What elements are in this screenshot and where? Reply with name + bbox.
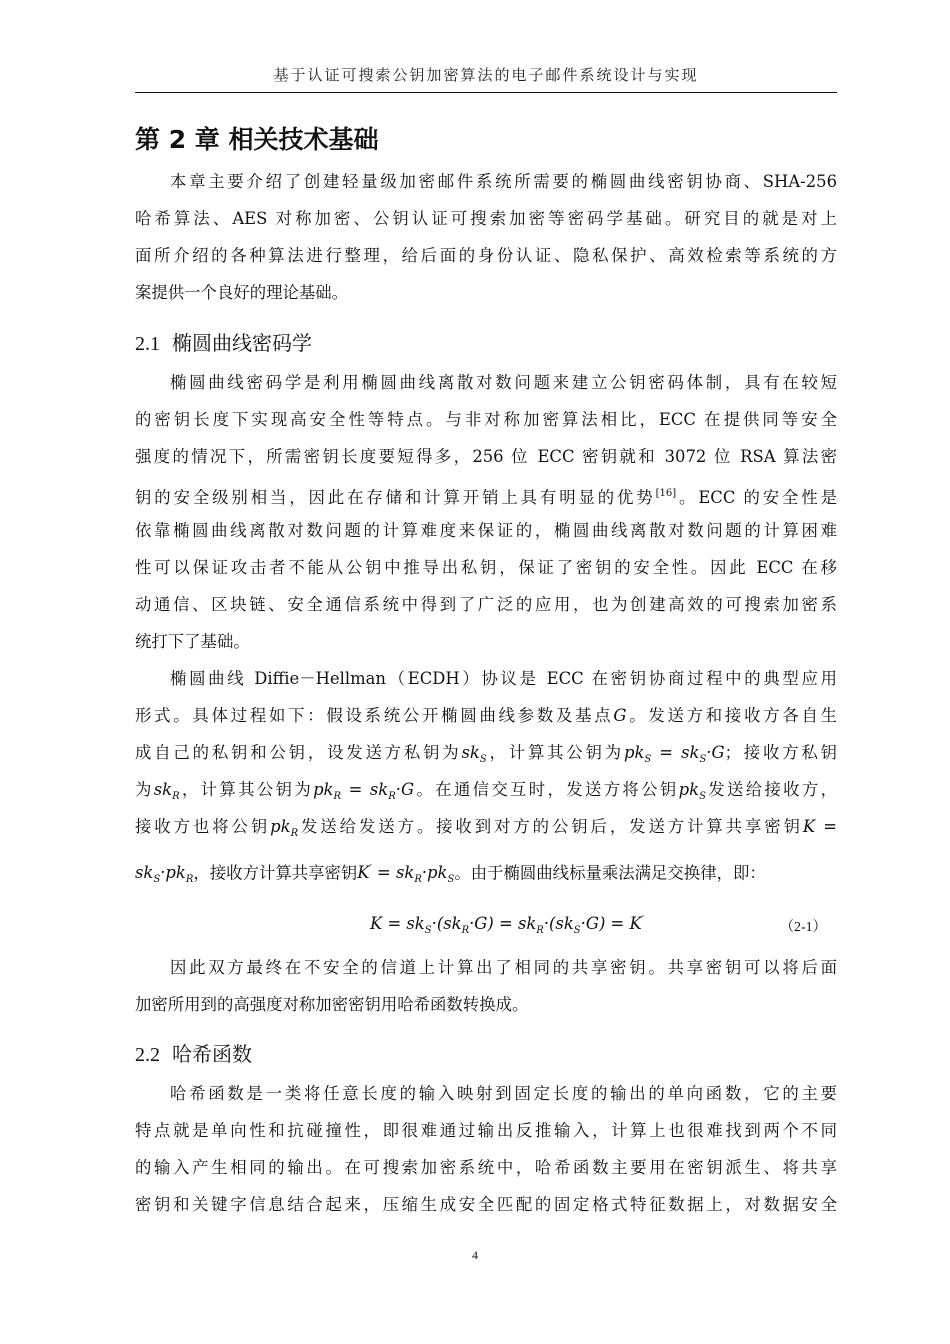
paragraph-line — [135, 705, 837, 727]
section-number: 2.1 — [135, 333, 160, 355]
text-run: 。发送方和接收方各自生 — [626, 706, 837, 725]
citation: [16] — [655, 488, 677, 499]
text-run: ，计算其公钥为 — [179, 780, 314, 799]
paragraph-line: 性可以保证攻击者不能从公钥中推导出私钥，保证了密钥的安全性。因此 ECC 在移 — [135, 558, 837, 577]
text-run: 为 — [135, 780, 154, 799]
page-number: 4 — [472, 1248, 478, 1262]
text-run: ，接收方计算共享密钥 — [193, 863, 358, 883]
intro-line: 案提供一个良好的理论基础。 — [135, 283, 349, 302]
paragraph-line: 动通信、区块链、安全通信系统中得到了广泛的应用，也为创建高效的可搜索加密系 — [135, 595, 837, 614]
section-heading-2-2 — [135, 1038, 252, 1067]
equation-number: （2-1） — [780, 920, 827, 935]
paragraph-line: 统打下了基础。 — [135, 632, 250, 651]
math-expression: K = — [802, 817, 837, 836]
math-expression: $sk_S$ — [461, 743, 487, 765]
paragraph-line: 椭圆曲线 Diffie－Hellman（ECDH）协议是 ECC 在密钥协商过程中的典型应用 — [170, 669, 837, 688]
text-run: 。在通信交互时，发送方将公钥 — [414, 780, 679, 799]
paragraph-line: 的密钥长度下实现高安全性等特点。与非对称加密算法相比，ECC 在提供同等安全 — [135, 410, 837, 429]
math-expression: $pk_S$ — [678, 780, 706, 802]
equation-2-1: $K = sk_S\cdot(sk_R\cdot G) = sk_R\cdot(sk_S\cdot G) = K'$ — [370, 914, 645, 936]
paragraph-line: 密钥和关键字信息结合起来，压缩生成安全匹配的固定格式特征数据上，对数据安全 — [135, 1195, 837, 1214]
section-title: 哈希函数 — [172, 1042, 252, 1066]
intro-line: 本章主要介绍了创建轻量级加密邮件系统所需要的椭圆曲线密钥协商、SHA-256 — [170, 172, 837, 191]
running-header: 基于认证可搜索公钥加密算法的电子邮件系统设计与实现 — [273, 66, 699, 84]
paragraph-line — [135, 483, 837, 509]
paragraph-line — [135, 859, 837, 891]
chapter-title: 第 2 章 相关技术基础 — [135, 125, 379, 154]
math-expression: $K' = sk_R\cdot pk_S$ — [357, 863, 455, 886]
text-run: 钥的安全级别相当，因此在存储和计算开销上具有明显的优势 — [135, 488, 656, 507]
math-expression: $sk_S\cdot pk_R$ — [135, 863, 194, 886]
section-number: 2.2 — [135, 1044, 160, 1066]
math-expression: $sk_R$ — [153, 780, 180, 802]
text-run: 成自己的私钥和公钥，设发送方私钥为 — [135, 743, 462, 762]
intro-line: 面所介绍的各种算法进行整理，给后面的身份认证、隐私保护、高效检索等系统的方 — [135, 246, 837, 265]
text-run: 接收方也将公钥 — [135, 817, 271, 836]
header-rule — [135, 92, 837, 93]
section-title: 椭圆曲线密码学 — [172, 331, 312, 355]
paragraph-line — [135, 742, 837, 771]
paragraph-line: 强度的情况下，所需密钥长度要短得多，256 位 ECC 密钥就和 3072 位 RSA 算法密 — [135, 447, 837, 466]
paragraph-line: 的输入产生相同的输出。在可搜索加密系统中，哈希函数主要用在密钥派生、将共享 — [135, 1158, 837, 1177]
section-heading-2-1 — [135, 327, 312, 356]
paragraph-line — [135, 816, 837, 845]
math-expression: $pk_S = sk_S\cdot G$ — [623, 743, 725, 765]
text-run: 。由于椭圆曲线标量乘法满足交换律，即： — [454, 863, 766, 883]
math-expression: $pk_R$ — [270, 817, 299, 839]
paragraph-line: 因此双方最终在不安全的信道上计算出了相同的共享密钥。共享密钥可以将后面 — [170, 958, 837, 977]
text-run: ；接收方私钥 — [724, 743, 837, 762]
paragraph-line: 特点就是单向性和抗碰撞性，即很难通过输出反推输入，计算上也很难找到两个不同 — [135, 1121, 837, 1140]
intro-line: 哈希算法、AES 对称加密、公钥认证可搜索加密等密码学基础。研究目的就是对上 — [135, 209, 837, 228]
text-run: 形式。具体过程如下：假设系统公开椭圆曲线参数及基点 — [135, 706, 614, 725]
paragraph-line: 依靠椭圆曲线离散对数问题的计算难度来保证的，椭圆曲线离散对数问题的计算困难 — [135, 521, 837, 540]
text-run: 发送给接收方， — [705, 780, 837, 799]
paragraph-line — [135, 779, 837, 808]
paragraph-line: 椭圆曲线密码学是利用椭圆曲线离散对数问题来建立公钥密码体制，具有在较短 — [170, 373, 837, 392]
text-run: 发送给发送方。接收到对方的公钥后，发送方计算共享密钥 — [298, 817, 803, 836]
paragraph-line: 加密所用到的高强度对称加密密钥用哈希函数转换成。 — [135, 995, 529, 1014]
paragraph-line: 哈希函数是一类将任意长度的输入映射到固定长度的输出的单向函数，它的主要 — [170, 1084, 837, 1103]
math-expression: $pk_R = sk_R\cdot G$ — [313, 780, 415, 802]
text-run: 。ECC 的安全性是 — [676, 488, 837, 507]
text-run: ，计算其公钥为 — [486, 743, 624, 762]
math-symbol: G — [613, 706, 627, 725]
